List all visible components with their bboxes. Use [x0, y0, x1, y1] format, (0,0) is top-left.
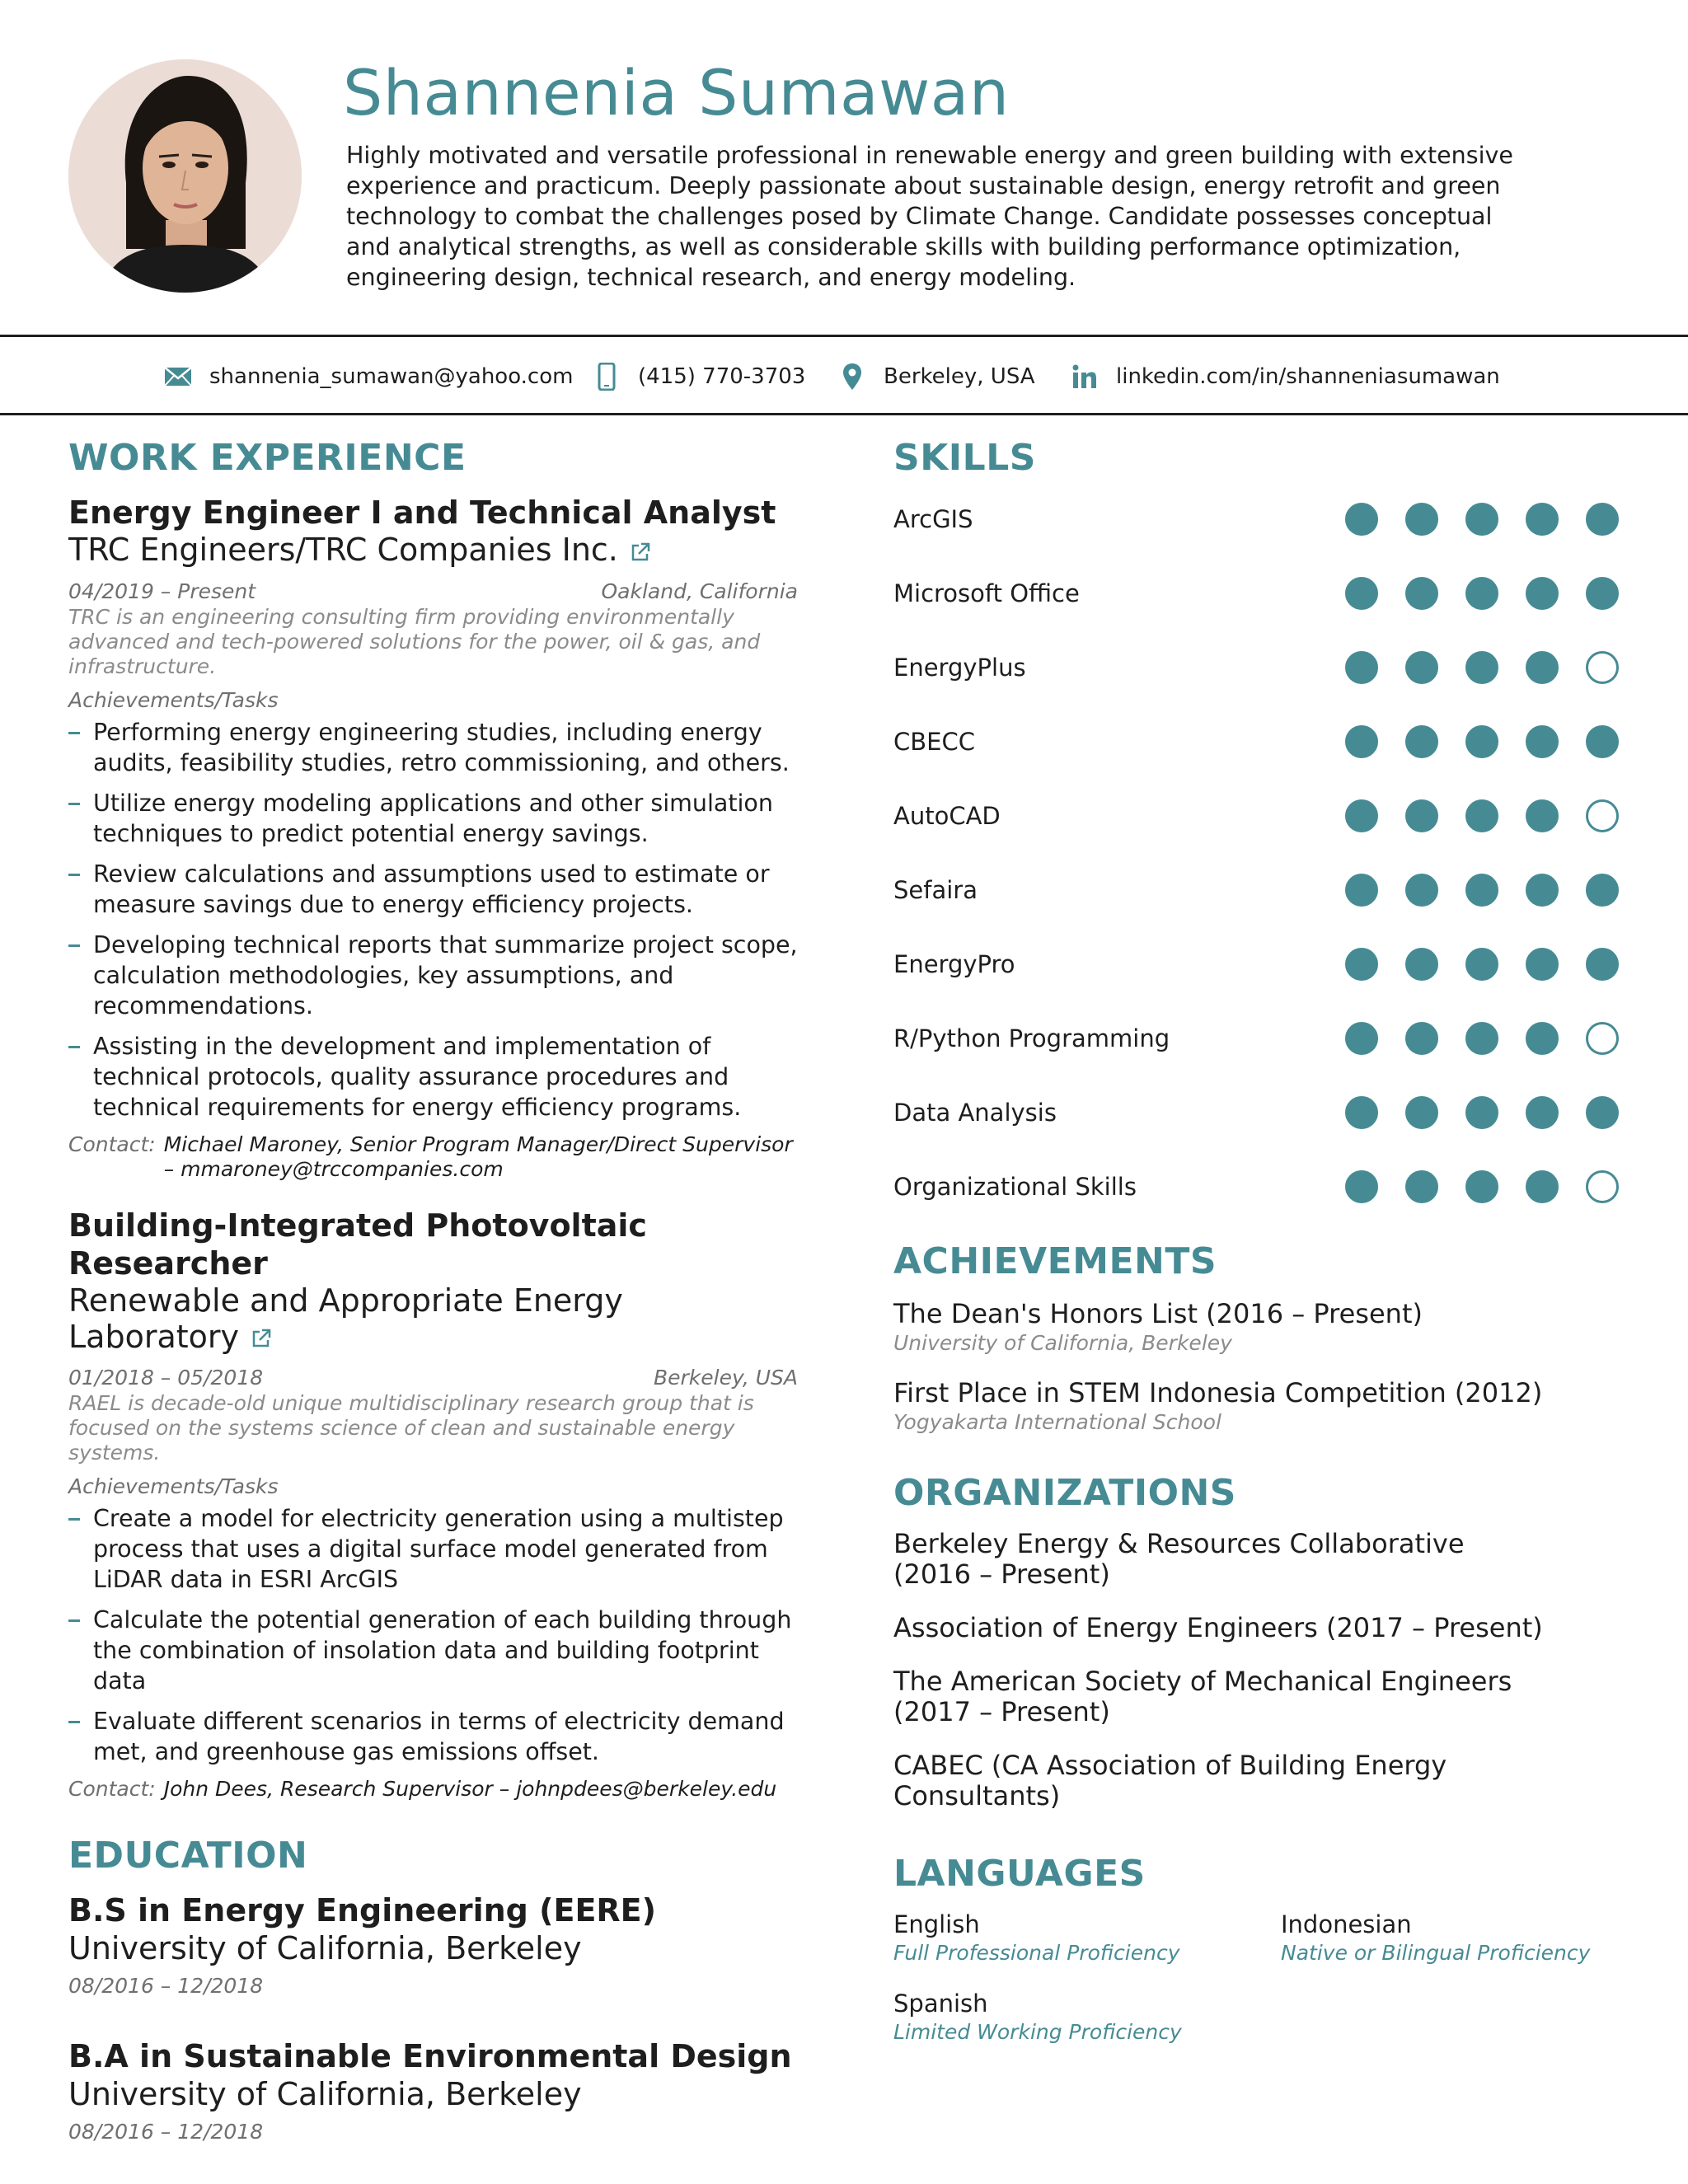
linkedin-icon	[1070, 362, 1100, 391]
rating-dot-filled	[1526, 799, 1559, 832]
resume-header	[0, 0, 1688, 334]
achievement-institution: Yogyakarta International School	[893, 1410, 1221, 1434]
degree: B.S in Energy Engineering (EERE)	[68, 1892, 656, 1929]
skill-rating	[1345, 577, 1619, 610]
language-item	[893, 1989, 1281, 2046]
rating-dot-filled	[1405, 948, 1438, 981]
location-text: Berkeley, USA	[884, 364, 1035, 389]
skill-row	[893, 927, 1619, 1001]
rating-dot-filled	[1465, 577, 1498, 610]
rating-dot-filled	[1526, 874, 1559, 907]
rating-dot-filled	[1465, 799, 1498, 832]
phone-text: (415) 770-3703	[638, 364, 806, 389]
job-meta	[68, 1365, 798, 1391]
skill-rating	[1345, 1096, 1619, 1129]
education-entry	[68, 2037, 798, 2144]
external-link-icon[interactable]	[630, 534, 651, 570]
languages-heading: LANGUAGES	[893, 1853, 1146, 1895]
rating-dot-filled	[1345, 503, 1378, 536]
task-item: Create a model for electricity generation using a multistep process that uses a digital surface model generated from LiDAR data in ESRI ArcGIS	[68, 1503, 798, 1595]
language-name: Indonesian	[1281, 1910, 1412, 1938]
job-company[interactable]	[68, 532, 798, 570]
tasks-label: Achievements/Tasks	[68, 687, 279, 712]
rating-dot-filled	[1586, 1096, 1619, 1129]
task-item: Calculate the potential generation of each building through the combination of insolation data and building footprint data	[68, 1605, 798, 1696]
rating-dot-filled	[1405, 503, 1438, 536]
rating-dot-filled	[1345, 1170, 1378, 1203]
rating-dot-filled	[1405, 1170, 1438, 1203]
job-location: Oakland, California	[601, 579, 798, 603]
skills-heading: SKILLS	[893, 437, 1036, 479]
skill-name: EnergyPlus	[893, 654, 1026, 682]
rating-dot-filled	[1526, 1022, 1559, 1055]
achievement-item	[893, 1297, 1619, 1357]
linkedin-text: linkedin.com/in/shanneniasumawan	[1116, 364, 1500, 389]
education-heading: EDUCATION	[68, 1835, 308, 1877]
language-item	[1281, 1910, 1611, 1967]
skill-name: Organizational Skills	[893, 1173, 1137, 1201]
rating-dot-filled	[1526, 1170, 1559, 1203]
rating-dot-filled	[1345, 1022, 1378, 1055]
phone-icon	[592, 362, 621, 391]
skill-row	[893, 630, 1619, 705]
rating-dot-filled	[1405, 799, 1438, 832]
task-item: Review calculations and assumptions used to estimate or measure savings due to energy efficiency projects.	[68, 859, 798, 920]
contact-bar	[0, 335, 1688, 415]
language-level: Limited Working Proficiency	[893, 2020, 1182, 2044]
achievements-heading: ACHIEVEMENTS	[893, 1240, 1217, 1282]
contact-linkedin[interactable]	[1070, 362, 1500, 391]
rating-dot-filled	[1465, 1022, 1498, 1055]
organization-item: Association of Energy Engineers (2017 – Present)	[893, 1612, 1543, 1643]
rating-dot-filled	[1586, 725, 1619, 758]
skill-rating	[1345, 799, 1619, 832]
rating-dot-filled	[1586, 948, 1619, 981]
reference-label: Contact:	[68, 1777, 156, 1801]
task-item: Assisting in the development and implementation of technical protocols, quality assurance procedures and technical requirements for energy efficiency programs.	[68, 1031, 798, 1122]
task-list	[68, 1503, 798, 1767]
organizations-heading: ORGANIZATIONS	[893, 1472, 1236, 1514]
achievement-item	[893, 1376, 1619, 1436]
rating-dot-filled	[1526, 651, 1559, 684]
school: University of California, Berkeley	[68, 2076, 582, 2112]
skill-name: Data Analysis	[893, 1099, 1057, 1127]
profile-photo	[68, 59, 302, 293]
contact-phone[interactable]	[592, 362, 805, 391]
job-meta	[68, 579, 798, 605]
language-level: Full Professional Proficiency	[893, 1941, 1180, 1965]
rating-dot-filled	[1345, 948, 1378, 981]
language-name: Spanish	[893, 1990, 988, 2018]
rating-dot-filled	[1345, 799, 1378, 832]
email-text: shannenia_sumawan@yahoo.com	[209, 364, 574, 389]
rating-dot-filled	[1465, 948, 1498, 981]
rating-dot-filled	[1526, 503, 1559, 536]
skill-name: CBECC	[893, 728, 975, 756]
contact-location	[837, 362, 1035, 391]
skill-rating	[1345, 503, 1619, 536]
rating-dot-filled	[1345, 1096, 1378, 1129]
achievement-title: First Place in STEM Indonesia Competition (2012)	[893, 1377, 1543, 1408]
language-item	[893, 1910, 1281, 1967]
skill-name: Sefaira	[893, 876, 978, 904]
education-dates: 08/2016 – 12/2018	[68, 1974, 264, 1998]
skill-rating	[1345, 1022, 1619, 1055]
achievement-institution: University of California, Berkeley	[893, 1331, 1232, 1355]
rating-dot-filled	[1405, 725, 1438, 758]
skill-row	[893, 1150, 1619, 1224]
task-item: Utilize energy modeling applications and other simulation techniques to predict potential energy savings.	[68, 788, 798, 849]
rating-dot-filled	[1465, 651, 1498, 684]
education-dates: 08/2016 – 12/2018	[68, 2120, 264, 2144]
contact-email[interactable]	[163, 362, 573, 391]
rating-dot-filled	[1465, 1170, 1498, 1203]
rating-dot-empty	[1586, 1170, 1619, 1203]
task-item: Evaluate different scenarios in terms of electricity demand met, and greenhouse gas emissions offset.	[68, 1706, 798, 1767]
skill-name: AutoCAD	[893, 802, 1001, 830]
skill-row	[893, 556, 1619, 630]
company-name: TRC Engineers/TRC Companies Inc.	[68, 532, 618, 568]
rating-dot-filled	[1345, 874, 1378, 907]
skill-name: Microsoft Office	[893, 579, 1080, 607]
job-location: Berkeley, USA	[653, 1366, 798, 1390]
envelope-icon	[163, 362, 193, 391]
skill-name: R/Python Programming	[893, 1024, 1170, 1052]
rating-dot-filled	[1586, 577, 1619, 610]
skill-row	[893, 853, 1619, 927]
task-item: Developing technical reports that summarize project scope, calculation methodologies, key assumptions, and recommendations.	[68, 930, 798, 1021]
skill-row	[893, 1076, 1619, 1150]
rating-dot-empty	[1586, 799, 1619, 832]
school: University of California, Berkeley	[68, 1930, 582, 1966]
rating-dot-empty	[1586, 1022, 1619, 1055]
external-link-icon[interactable]	[251, 1320, 272, 1357]
organization-item: CABEC (CA Association of Building Energy Consultants)	[893, 1750, 1447, 1811]
skill-rating	[1345, 874, 1619, 907]
rating-dot-filled	[1465, 503, 1498, 536]
left-column	[68, 437, 798, 2168]
reference-label: Contact:	[68, 1132, 156, 1156]
degree: B.A in Sustainable Environmental Design	[68, 2038, 792, 2074]
rating-dot-filled	[1405, 1096, 1438, 1129]
skill-name: ArcGIS	[893, 505, 973, 533]
rating-dot-filled	[1465, 874, 1498, 907]
job-reference	[68, 1132, 798, 1182]
location-pin-icon	[837, 362, 867, 391]
skills-list	[893, 482, 1619, 1224]
language-name: English	[893, 1910, 980, 1938]
skill-rating	[1345, 651, 1619, 684]
company-description: TRC is an engineering consulting firm providing environmentally advanced and tech-powered solutions for the power, oil & gas, and infrastructure.	[68, 604, 761, 678]
rating-dot-filled	[1465, 1096, 1498, 1129]
full-name: Shannenia Sumawan	[343, 56, 1010, 129]
job-entry	[68, 494, 798, 1182]
company-description: RAEL is decade-old unique multidisciplinary research group that is focused on the systems science of clean and sustainable energy systems.	[68, 1391, 754, 1465]
reference-value: John Dees, Research Supervisor – johnpdees@berkeley.edu	[163, 1777, 777, 1801]
rating-dot-filled	[1526, 948, 1559, 981]
job-reference	[68, 1777, 798, 1802]
company-name: Renewable and Appropriate Energy Laboratory	[68, 1282, 623, 1355]
job-title: Energy Engineer I and Technical Analyst	[68, 494, 776, 531]
job-title: Building-Integrated Photovoltaic Researcher	[68, 1207, 647, 1282]
skill-row	[893, 482, 1619, 556]
rating-dot-filled	[1345, 577, 1378, 610]
reference-value: Michael Maroney, Senior Program Manager/Direct Supervisor – mmaroney@trccompanies.com	[163, 1132, 793, 1181]
task-list	[68, 717, 798, 1122]
rating-dot-filled	[1465, 725, 1498, 758]
rating-dot-filled	[1526, 725, 1559, 758]
skill-rating	[1345, 725, 1619, 758]
rating-dot-filled	[1586, 874, 1619, 907]
organization-item: The American Society of Mechanical Engineers (2017 – Present)	[893, 1666, 1512, 1727]
rating-dot-filled	[1345, 651, 1378, 684]
job-company[interactable]	[68, 1282, 645, 1357]
languages-list	[893, 1910, 1619, 2046]
rating-dot-filled	[1405, 577, 1438, 610]
skill-rating	[1345, 1170, 1619, 1203]
organization-item: Berkeley Energy & Resources Collaborative (2016 – Present)	[893, 1528, 1465, 1590]
job-dates: 04/2019 – Present	[68, 579, 256, 603]
work-experience-heading: WORK EXPERIENCE	[68, 437, 467, 479]
job-entry	[68, 1207, 798, 1802]
skill-row	[893, 705, 1619, 779]
rating-dot-filled	[1405, 874, 1438, 907]
language-level: Native or Bilingual Proficiency	[1281, 1941, 1591, 1965]
skill-row	[893, 1001, 1619, 1076]
profile-summary: Highly motivated and versatile professional in renewable energy and green building with extensive experience and practicum. Deeply passionate about sustainable design, energy retrofit and green technology to combat the challenges posed by Climate Change. Candidate possesses conceptual and analytical strengths, as well as considerable skills with building performance optimization, engineering design, technical research, and energy modeling.	[346, 142, 1513, 291]
skill-row	[893, 779, 1619, 853]
achievement-title: The Dean's Honors List (2016 – Present)	[893, 1298, 1423, 1329]
rating-dot-filled	[1405, 651, 1438, 684]
education-entry	[68, 1891, 798, 1998]
task-item: Performing energy engineering studies, including energy audits, feasibility studies, retro commissioning, and others.	[68, 717, 798, 778]
tasks-label: Achievements/Tasks	[68, 1474, 279, 1498]
rating-dot-filled	[1526, 577, 1559, 610]
job-dates: 01/2018 – 05/2018	[68, 1366, 264, 1390]
skill-name: EnergyPro	[893, 950, 1015, 978]
rating-dot-filled	[1405, 1022, 1438, 1055]
rating-dot-filled	[1345, 725, 1378, 758]
rating-dot-empty	[1586, 651, 1619, 684]
right-column	[893, 437, 1619, 2046]
skill-rating	[1345, 948, 1619, 981]
rating-dot-filled	[1526, 1096, 1559, 1129]
rating-dot-filled	[1586, 503, 1619, 536]
